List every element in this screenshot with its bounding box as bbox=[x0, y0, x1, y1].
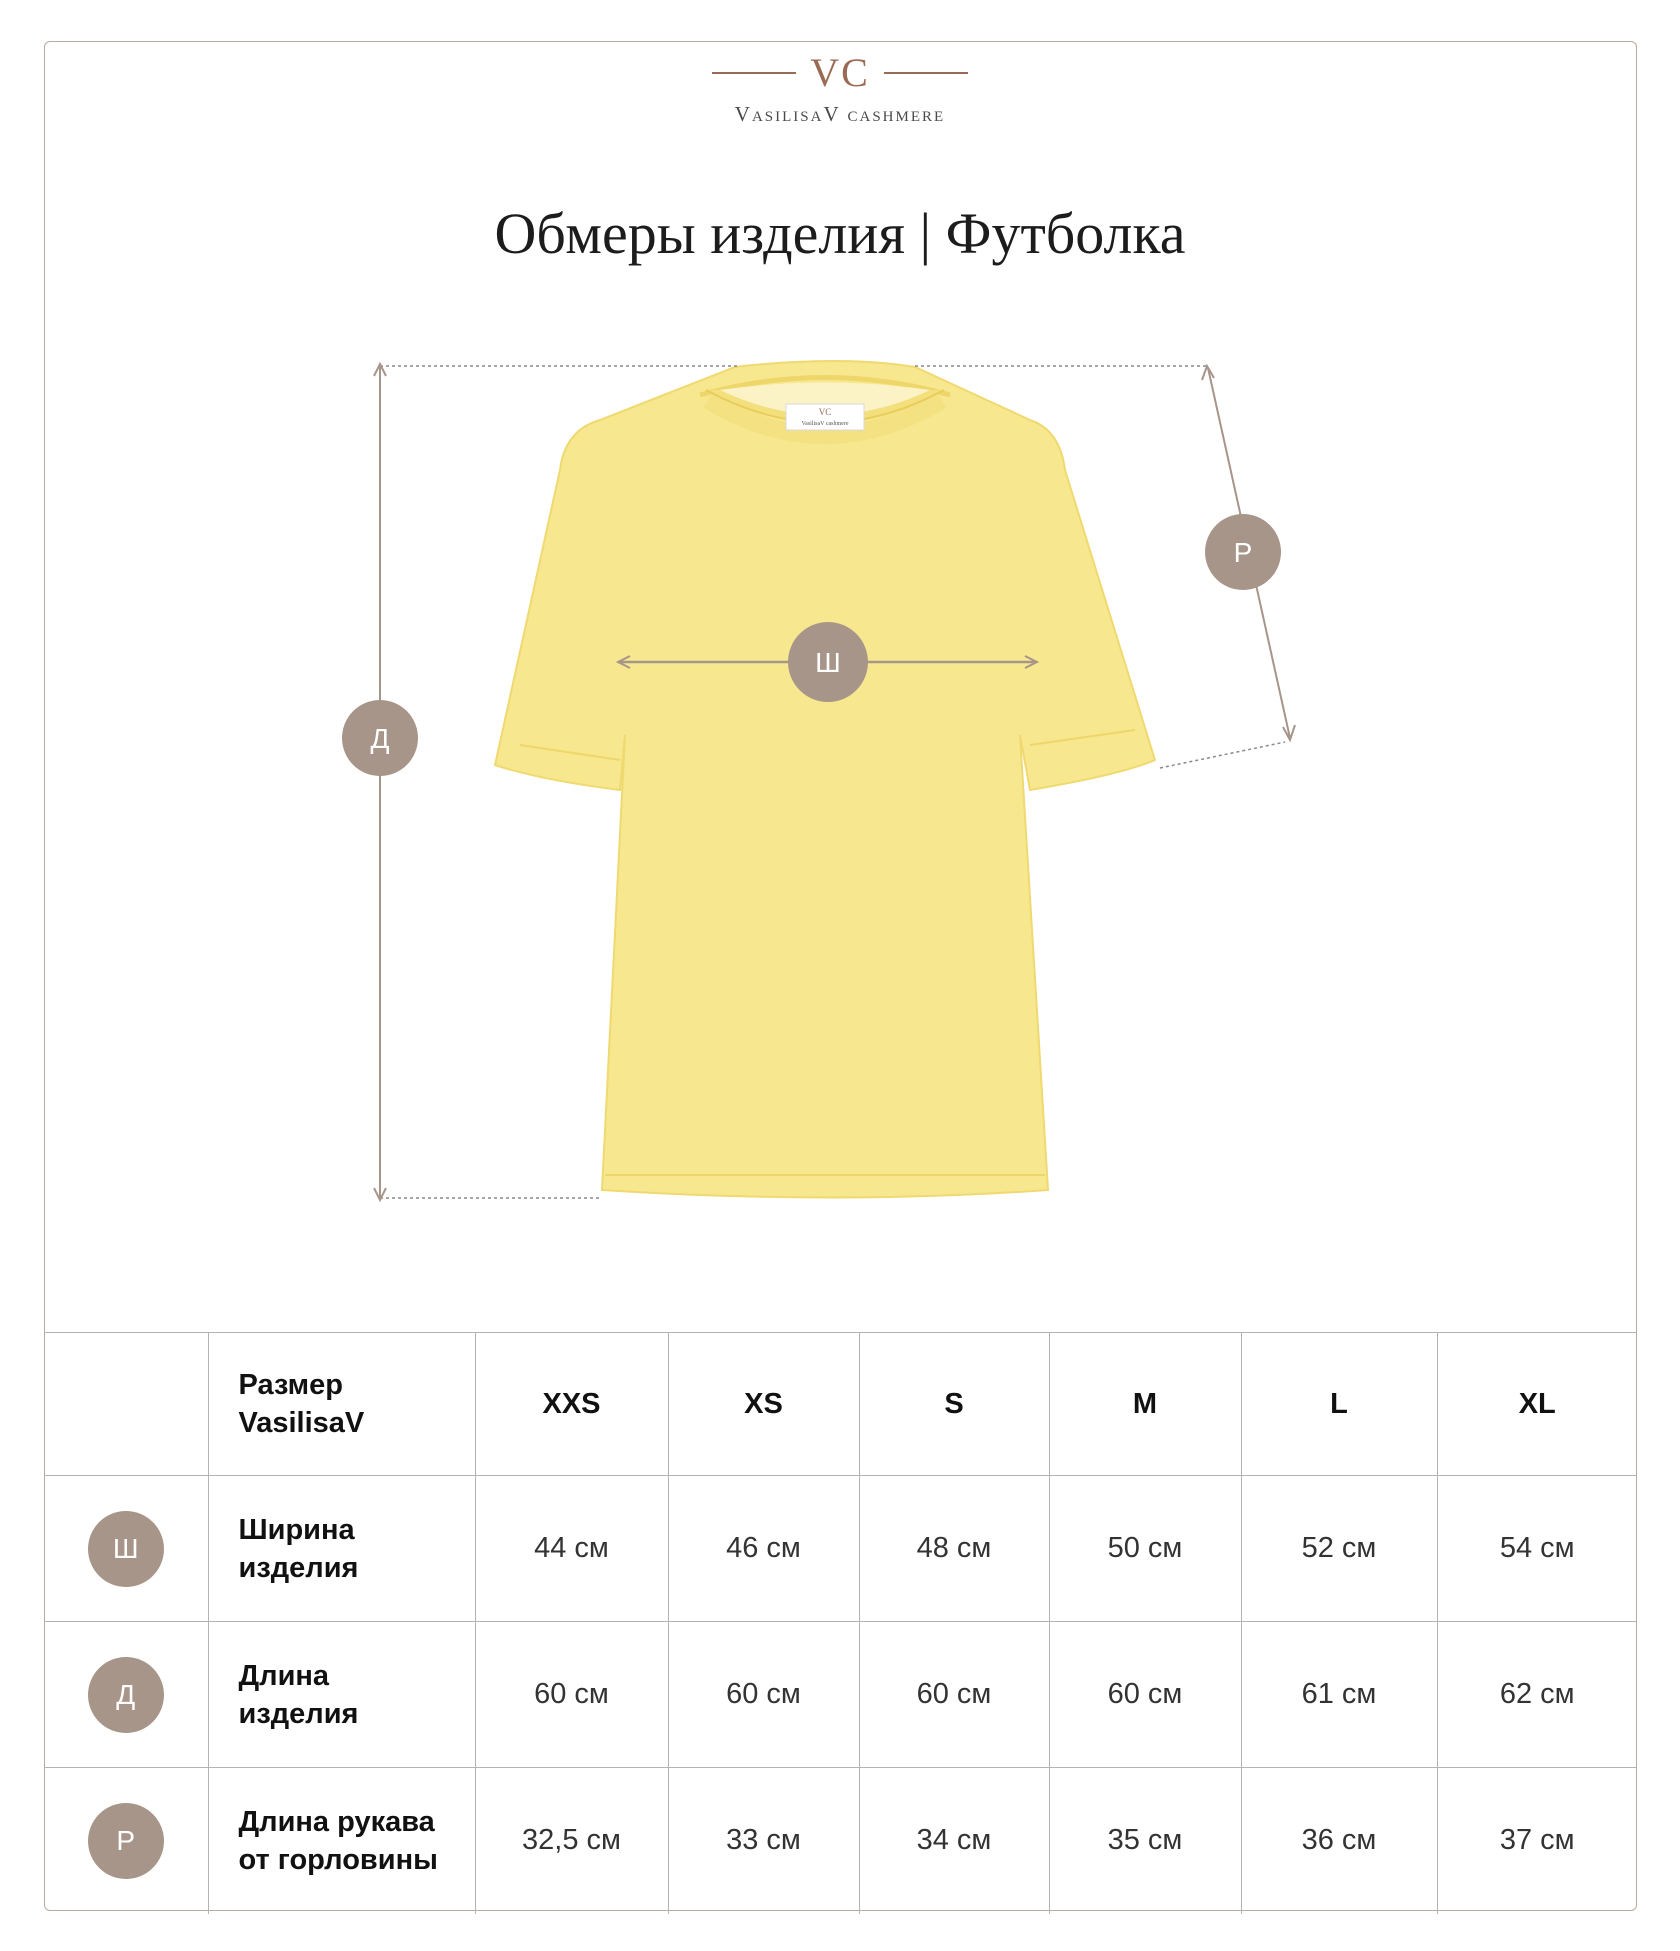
logo-mark: VC bbox=[810, 50, 870, 95]
row-badge-cell bbox=[44, 1622, 208, 1768]
length-row-badge: Д bbox=[88, 1657, 164, 1733]
tshirt-illustration bbox=[495, 361, 1155, 1198]
table-row bbox=[44, 1622, 1637, 1768]
size-header: M bbox=[1049, 1333, 1241, 1476]
row-badge-cell bbox=[44, 1768, 208, 1914]
table-cell: 60 см bbox=[668, 1622, 859, 1768]
row-label: Длина рукава от горловины bbox=[208, 1768, 475, 1914]
table-cell: 60 см bbox=[859, 1622, 1049, 1768]
table-cell: 60 см bbox=[1049, 1622, 1241, 1768]
table-cell: 52 см bbox=[1241, 1476, 1437, 1622]
table-cell: 36 см bbox=[1241, 1768, 1437, 1914]
table-cell: 34 см bbox=[859, 1768, 1049, 1914]
table-cell: 37 см bbox=[1437, 1768, 1637, 1914]
row-label: Ширина изделия bbox=[208, 1476, 475, 1622]
size-table bbox=[44, 1332, 1637, 1914]
size-header: XL bbox=[1437, 1333, 1637, 1476]
row-label: Длина изделия bbox=[208, 1622, 475, 1768]
size-header: XXS bbox=[475, 1333, 668, 1476]
table-row bbox=[44, 1768, 1637, 1914]
table-cell: 32,5 см bbox=[475, 1768, 668, 1914]
logo-text: VasilisaV cashmere bbox=[734, 102, 946, 126]
header-empty-cell bbox=[44, 1333, 208, 1476]
size-header: XS bbox=[668, 1333, 859, 1476]
table-cell: 44 см bbox=[475, 1476, 668, 1622]
width-row-badge: Ш bbox=[88, 1511, 164, 1587]
table-cell: 33 см bbox=[668, 1768, 859, 1914]
table-cell: 50 см bbox=[1049, 1476, 1241, 1622]
garment-tag-text: VasilisaV cashmere bbox=[801, 421, 849, 427]
width-badge-label: Ш bbox=[815, 647, 841, 678]
table-cell: 61 см bbox=[1241, 1622, 1437, 1768]
sleeve-badge-label: Р bbox=[1233, 537, 1253, 568]
sleeve-row-badge: Р bbox=[88, 1803, 164, 1879]
header-size-label: Размер VasilisaV bbox=[208, 1333, 475, 1476]
size-header: S bbox=[859, 1333, 1049, 1476]
table-cell: 54 см bbox=[1437, 1476, 1637, 1622]
table-header-row bbox=[44, 1333, 1637, 1476]
table-cell: 60 см bbox=[475, 1622, 668, 1768]
page-title: Обмеры изделия | Футболка bbox=[494, 201, 1186, 266]
size-header: L bbox=[1241, 1333, 1437, 1476]
table-row bbox=[44, 1476, 1637, 1622]
row-badge-cell bbox=[44, 1476, 208, 1622]
table-cell: 46 см bbox=[668, 1476, 859, 1622]
table-cell: 48 см bbox=[859, 1476, 1049, 1622]
table-cell: 62 см bbox=[1437, 1622, 1637, 1768]
table-cell: 35 см bbox=[1049, 1768, 1241, 1914]
length-badge-label: Д bbox=[370, 723, 390, 754]
garment-tag-mark: VC bbox=[818, 407, 832, 417]
